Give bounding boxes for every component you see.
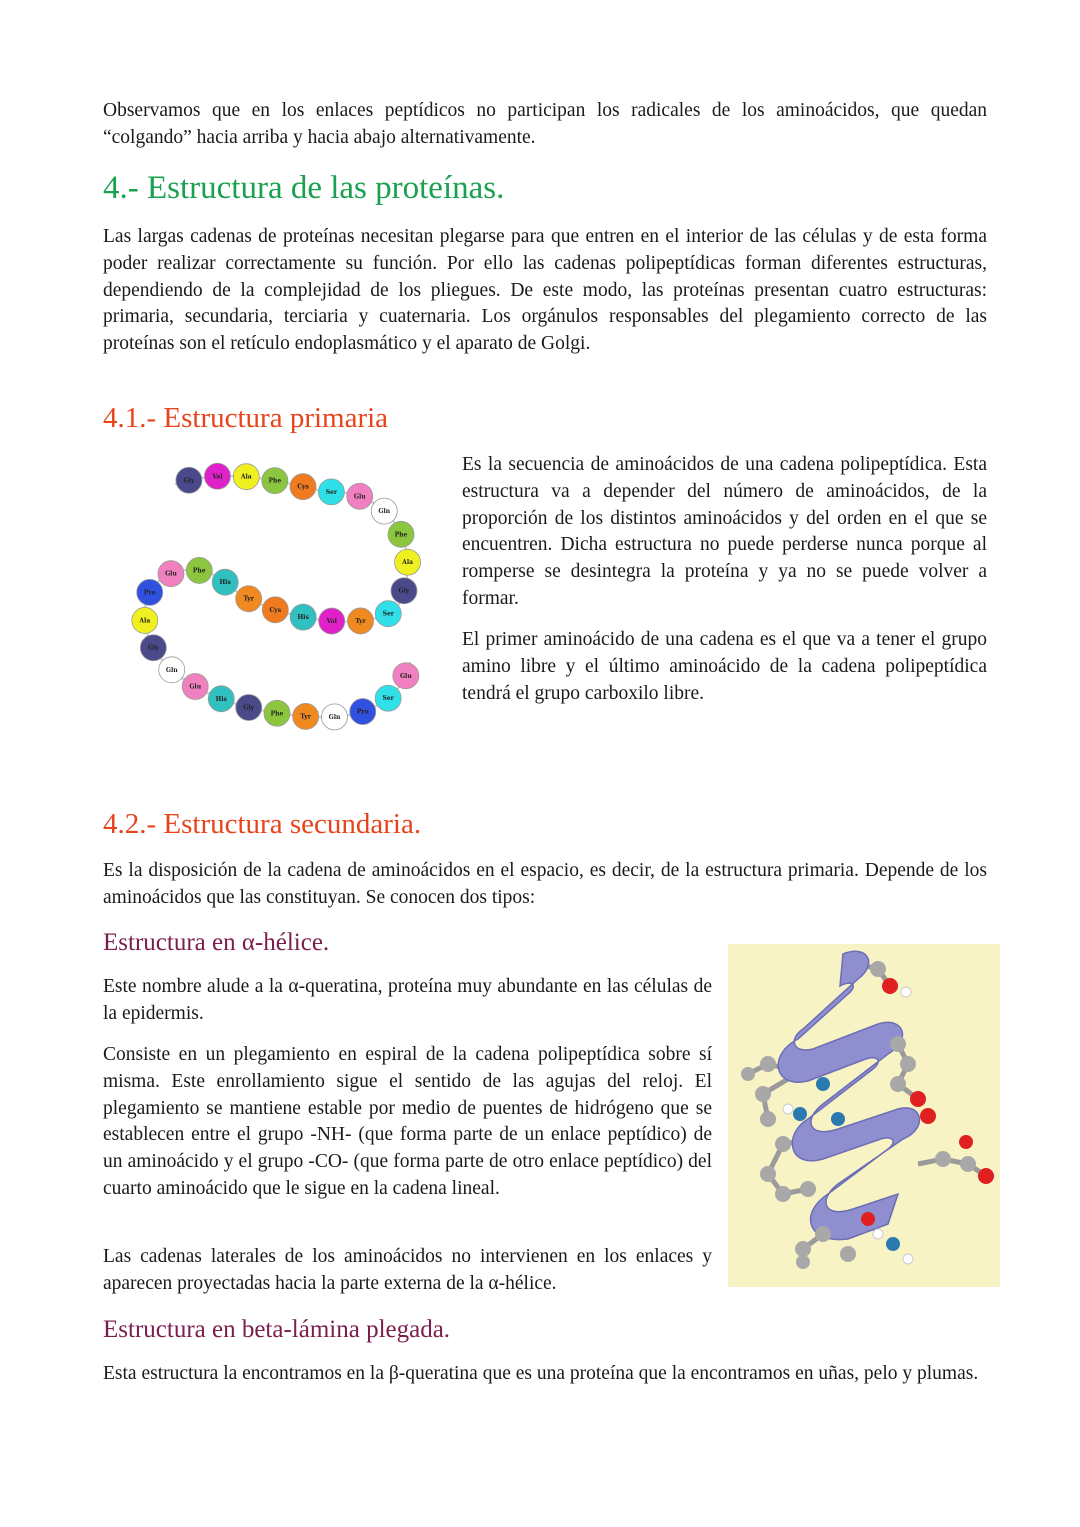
amino-acid-label: Ala xyxy=(240,473,252,481)
amino-acid-bead xyxy=(391,578,417,604)
amino-acid-label: Glu xyxy=(353,493,366,501)
amino-acid-label: Cys xyxy=(269,606,282,614)
amino-acid-bead xyxy=(158,561,184,587)
amino-acid-label: Gln xyxy=(328,713,341,721)
alpha-helix-para-3: Las cadenas laterales de los aminoácidos no intervienen en los enlaces y aparecen proyectadas hacia la parte externa de la α-hélice. xyxy=(103,1246,712,1294)
amino-acid-label: Ala xyxy=(139,617,151,625)
amino-acid-bead xyxy=(176,467,202,493)
section-4-1-title: 4.1.- Estructura primaria xyxy=(103,402,389,434)
amino-acid-bead xyxy=(290,604,316,630)
amino-acid-bead xyxy=(290,474,316,500)
section-4-2-body: Es la disposición de la cadena de aminoácidos en el espacio, es decir, de la estructura primaria. Depende de los aminoácidos que las constituyan. Se conocen dos tipos: xyxy=(103,860,987,908)
amino-acid-label: Gly xyxy=(243,704,255,712)
amino-acid-bead xyxy=(137,579,163,605)
amino-acid-bead xyxy=(208,686,234,712)
amino-acid-bead xyxy=(233,464,259,490)
amino-acid-label: Tyr xyxy=(300,713,311,721)
amino-acid-label: Phe xyxy=(270,710,284,718)
amino-acid-label: Tyr xyxy=(355,617,366,625)
amino-acid-label: Pro xyxy=(143,589,156,597)
amino-acid-chain-figure xyxy=(125,462,435,742)
alpha-helix-title: Estructura en α-hélice. xyxy=(103,929,330,956)
amino-acid-bead xyxy=(212,569,238,595)
helix-ribbon xyxy=(778,951,919,1239)
amino-acid-label: Cys xyxy=(297,483,309,491)
amino-acid-label: His xyxy=(215,695,227,703)
amino-acid-bead xyxy=(375,601,401,627)
section-4-title: 4.- Estructura de las proteínas. xyxy=(103,170,505,206)
amino-acid-bead xyxy=(319,608,345,634)
section-4-2-title: 4.2.- Estructura secundaria. xyxy=(103,808,422,840)
amino-acid-label: Pro xyxy=(356,708,369,716)
alpha-helix-para-1: Este nombre alude a la α-queratina, proteína muy abundante en las células de la epidermis. xyxy=(103,976,712,1024)
amino-acid-bead xyxy=(236,695,262,721)
amino-acid-bead xyxy=(293,703,319,729)
section-4-body: Las largas cadenas de proteínas necesitan plegarse para que entren en el interior de las células y de esta forma poder realizar correctamente su función. Por ello las cadenas polipeptídicas forman diferentes estructuras, dependiendo de la complejidad de los pliegues. De este modo, las proteínas presentan cuatro estructuras: primaria, secundaria, terciaria y cuaternaria. Los orgánulos responsables del plegamiento correcto de las proteínas son el retículo endoplasmático y el aparato de Golgi. xyxy=(103,226,987,355)
amino-acid-label: Val xyxy=(326,618,337,626)
section-4-1-para-1: Es la secuencia de aminoácidos de una cadena polipeptídica. Esta estructura va a depender del número de aminoácidos, de la proporción de los distintos aminoácidos y del orden en el que se encuentren. Dicha estructura no puede perderse nunca porque al romperse se desintegra la proteína y ya no se puede volver a formar. xyxy=(462,454,987,609)
helix-atoms xyxy=(741,961,994,1269)
amino-acid-bead xyxy=(371,498,397,524)
amino-acid-label: His xyxy=(219,579,231,587)
amino-acid-label: Val xyxy=(212,473,223,481)
amino-acid-label: Gln xyxy=(165,666,178,674)
amino-acid-bead xyxy=(393,663,419,689)
amino-acid-bead xyxy=(348,608,374,634)
amino-acid-label: Phe xyxy=(394,531,408,539)
beta-sheet-title: Estructura en beta-lámina plegada. xyxy=(103,1316,451,1343)
amino-acid-bead xyxy=(140,635,166,661)
amino-acid-bead xyxy=(321,704,347,730)
amino-acid-bead xyxy=(204,463,230,489)
amino-acid-label: Ala xyxy=(402,559,414,567)
amino-acid-bead xyxy=(347,483,373,509)
amino-acid-label: Ser xyxy=(382,695,394,703)
amino-acid-bead xyxy=(186,557,212,583)
amino-acid-bead xyxy=(350,699,376,725)
amino-acid-bead xyxy=(159,657,185,683)
amino-acid-bead xyxy=(395,549,421,575)
amino-acid-label: Phe xyxy=(192,567,206,575)
amino-acid-label: Glu xyxy=(165,570,177,578)
amino-acid-label: His xyxy=(297,614,309,622)
alpha-helix-svg xyxy=(728,944,1000,1287)
amino-acid-bead xyxy=(262,468,288,494)
intro-paragraph: Observamos que en los enlaces peptídicos no participan los radicales de los aminoácidos, que quedan “colgando” hacia arriba y hacia abajo alternativamente. xyxy=(103,100,987,148)
amino-acid-label: Gly xyxy=(398,587,410,595)
amino-acid-bead xyxy=(182,673,208,699)
alpha-helix-para-2: Consiste en un plegamiento en espiral de la cadena polipeptídica sobre sí misma. Este enrollamiento sigue el sentido de las agujas del reloj. El plegamiento se mantiene estable por medio de puentes de hidrógeno que se establecen entre el grupo -NH- (que forma parte de un enlace peptídico) de un aminoácido y el grupo -CO- (que forma parte de otro enlace peptídico) del cuarto aminoácido que le sigue en la cadena lineal. xyxy=(103,1044,712,1199)
amino-acid-label: Phe xyxy=(268,477,282,485)
amino-acid-label: Ser xyxy=(325,488,338,496)
amino-acid-label: Gln xyxy=(378,508,391,516)
amino-acid-label: Ser xyxy=(382,610,394,618)
amino-acid-chain-svg xyxy=(125,462,435,742)
amino-acid-label: Gly xyxy=(183,477,195,485)
amino-acid-bead xyxy=(236,586,262,612)
amino-acid-bead xyxy=(388,521,414,547)
amino-acid-bead xyxy=(264,700,290,726)
amino-acid-label: Glu xyxy=(399,672,412,680)
amino-acid-bead xyxy=(318,479,344,505)
section-4-1-para-2: El primer aminoácido de una cadena es el que va a tener el grupo amino libre y el último aminoácido de la cadena polipeptídica tendrá el grupo carboxilo libre. xyxy=(462,629,987,704)
amino-acid-label: Tyr xyxy=(243,595,254,603)
alpha-helix-figure xyxy=(728,944,1000,1287)
amino-acid-bead xyxy=(132,607,158,633)
amino-acid-bead xyxy=(375,685,401,711)
amino-acid-label: Gly xyxy=(147,644,159,652)
beta-sheet-para-1: Esta estructura la encontramos en la β-queratina que es una proteína que la encontramos en uñas, pelo y plumas. xyxy=(103,1363,979,1384)
amino-acid-bead xyxy=(262,597,288,623)
amino-acid-label: Glu xyxy=(189,683,202,691)
